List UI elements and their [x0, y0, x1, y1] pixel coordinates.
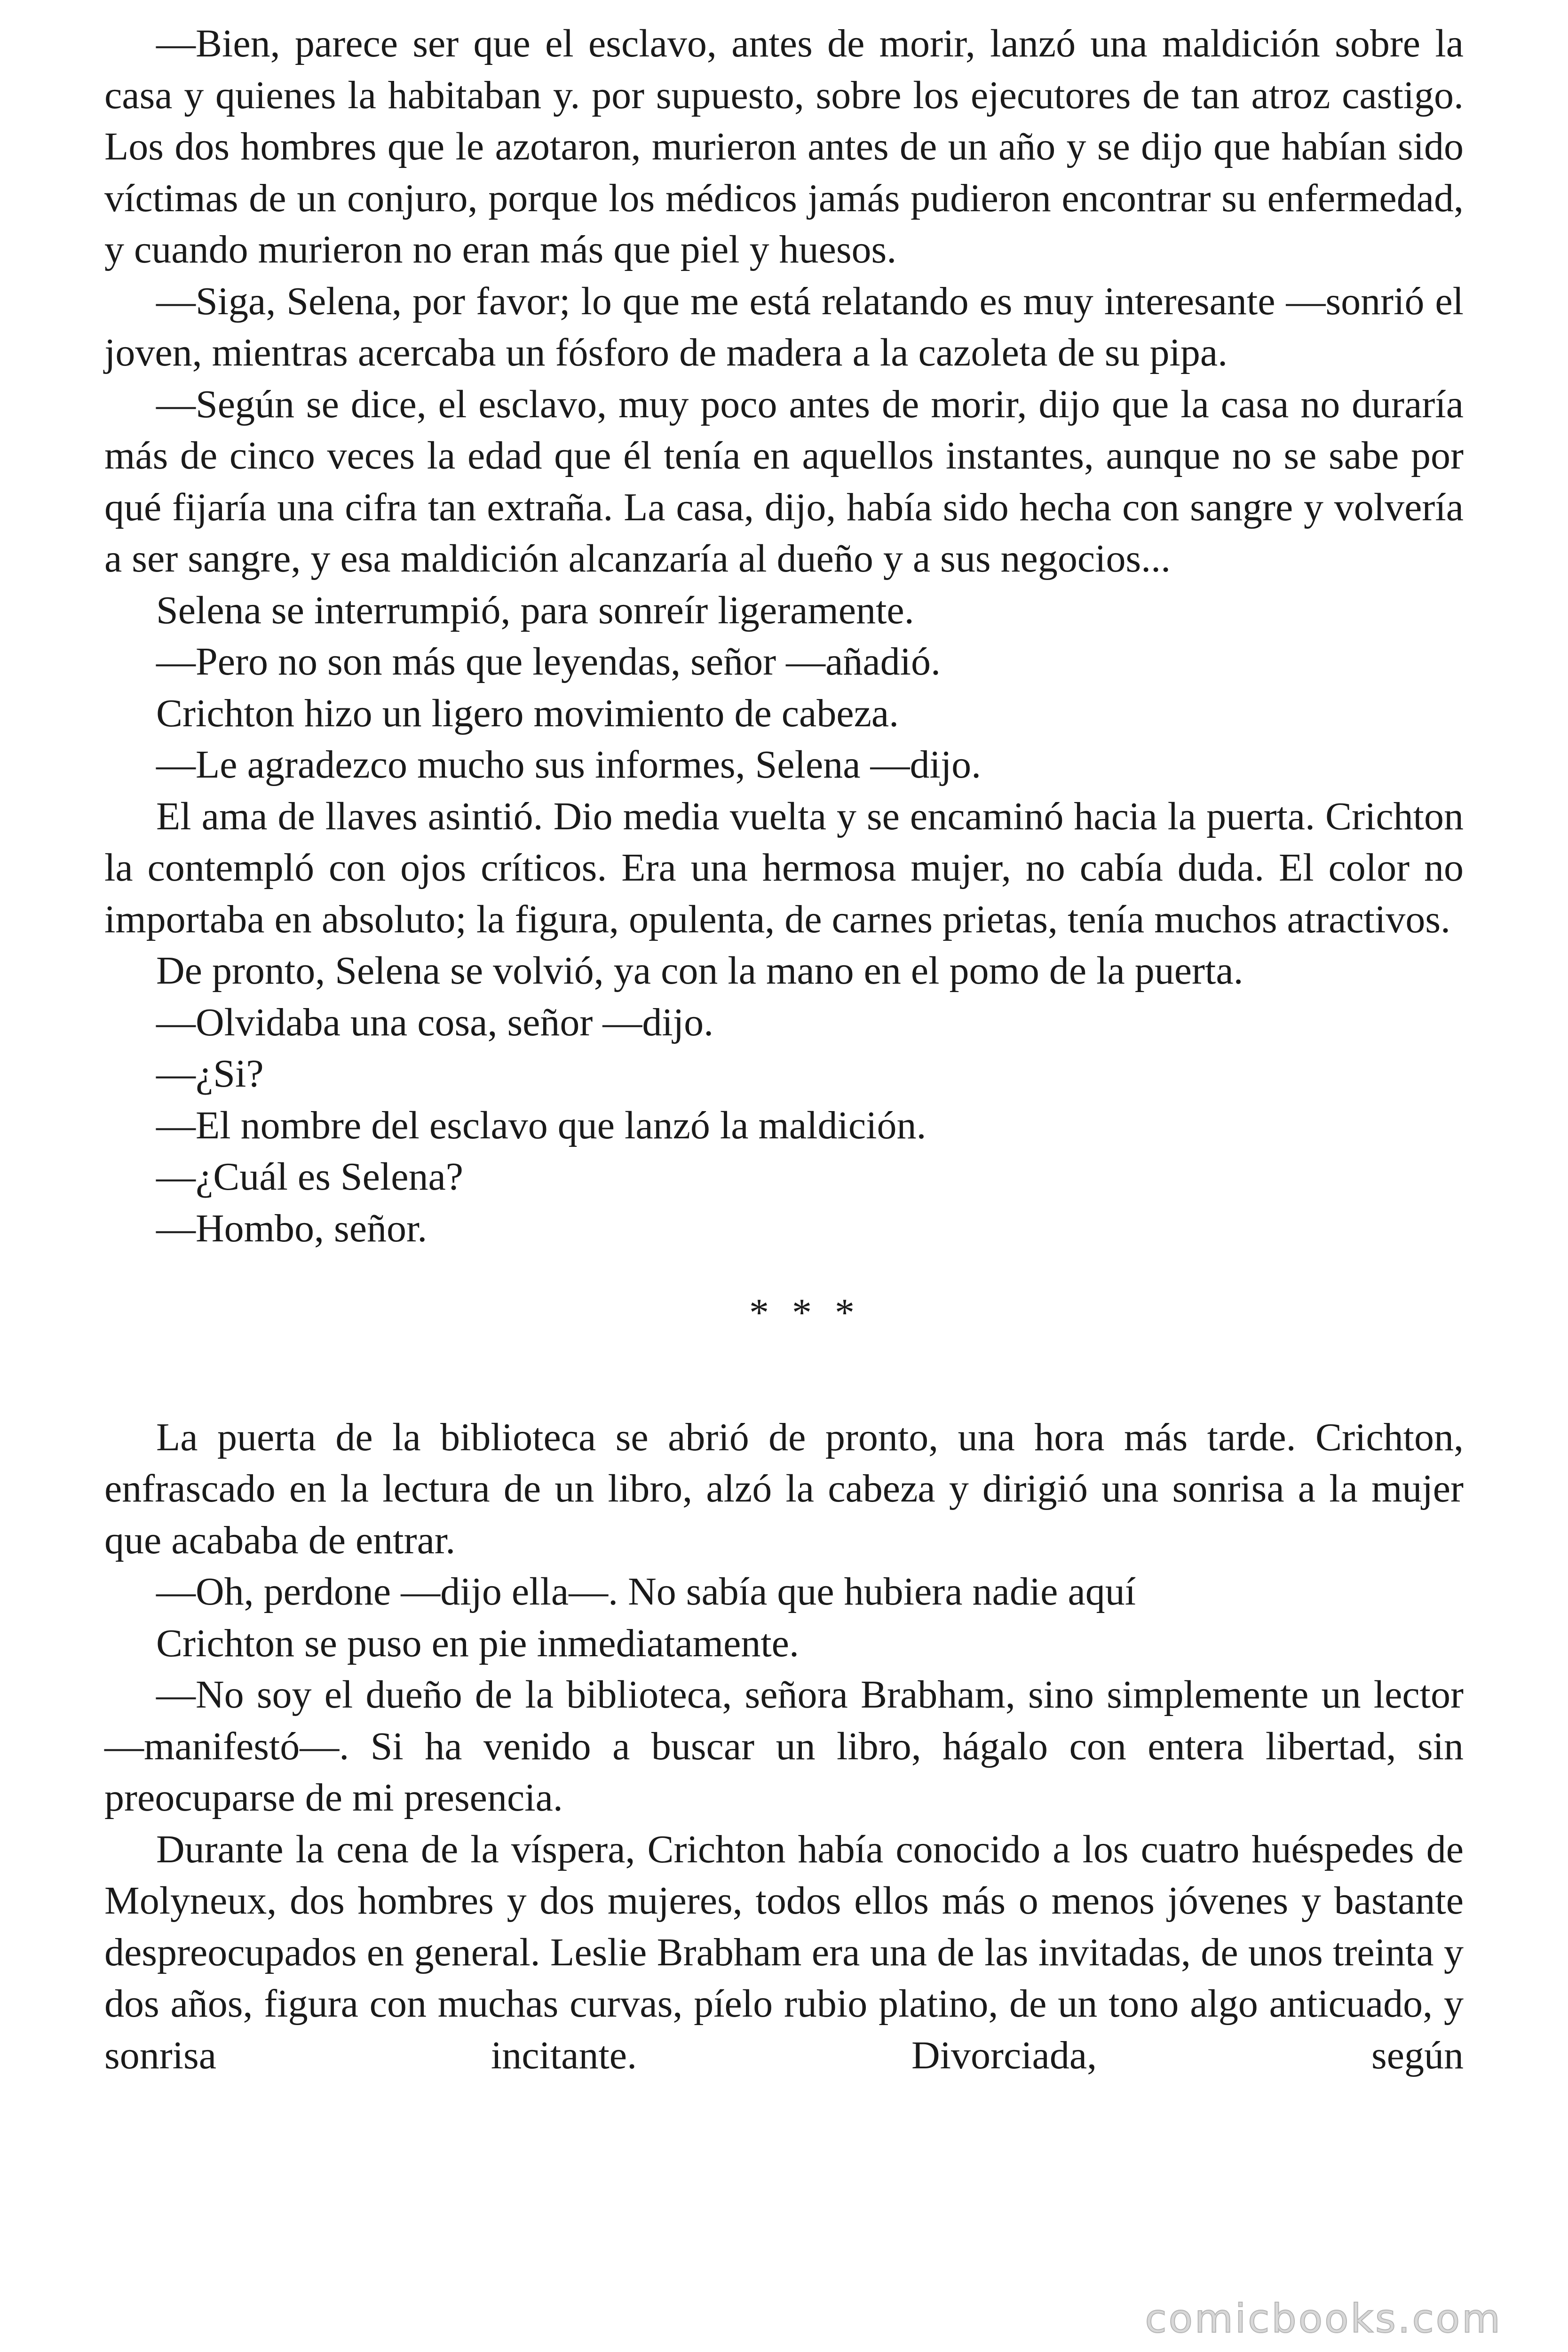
paragraph: —Bien, parece ser que el esclavo, antes de morir, lanzó una maldición sobre la casa y quienes la habitaban y. por supuesto, sobre los ejecutores de tan atroz castigo. Los dos hombres que le azotaron, murieron antes de un año y se dijo que habían sido víctimas de un conjuro, porque los médicos jamás pudieron encontrar su enfermedad, y cuando murieron no eran más que piel y huesos. — [104, 22, 1464, 271]
paragraph: —Oh, perdone —dijo ella—. No sabía que hubiera nadie aquí — [156, 1570, 1136, 1613]
paragraph: —Pero no son más que leyendas, señor —añadió. — [156, 640, 941, 683]
section-separator: * * * — [749, 1291, 861, 1335]
paragraph: Crichton hizo un ligero movimiento de cabeza. — [156, 691, 899, 735]
paragraph: —Le agradezco mucho sus informes, Selena —dijo. — [156, 743, 982, 787]
paragraph: —¿Cuál es Selena? — [156, 1155, 464, 1199]
paragraph: —Olvidaba una cosa, señor —dijo. — [156, 1000, 714, 1044]
paragraph: Crichton se puso en pie inmediatamente. — [156, 1621, 799, 1665]
book-page — [104, 18, 1464, 2081]
paragraph: Selena se interrumpió, para sonreír ligeramente. — [156, 588, 914, 632]
paragraph: —¿Si? — [156, 1052, 264, 1096]
paragraph: Durante la cena de la víspera, Crichton había conocido a los cuatro huéspedes de Molyneux, dos hombres y dos mujeres, todos ellos más o menos jóvenes y bastante despreocupados en general. Leslie Brabham era una de las invitadas, de unos treinta y dos años, figura con muchas curvas, píelo rubio platino, de un tono algo anticuado, y sonrisa incitante. Divorciada, según — [104, 1827, 1464, 2077]
paragraph: —El nombre del esclavo que lanzó la maldición. — [156, 1103, 927, 1147]
paragraph: —Según se dice, el esclavo, muy poco antes de morir, dijo que la casa no duraría más de cinco veces la edad que él tenía en aquellos instantes, aunque no se sabe por qué fijaría una cifra tan extraña. La casa, dijo, había sido hecha con sangre y volvería a ser sangre, y esa maldición alcanzaría al dueño y a sus negocios... — [104, 382, 1464, 580]
paragraph: El ama de llaves asintió. Dio media vuelta y se encaminó hacia la puerta. Crichton la contempló con ojos críticos. Era una hermosa mujer, no cabía duda. El color no importaba en absoluto; la figura, opulenta, de carnes prietas, tenía muchos atractivos. — [104, 794, 1464, 941]
paragraph: La puerta de la biblioteca se abrió de pronto, una hora más tarde. Crichton, enfrascado en la lectura de un libro, alzó la cabeza y dirigió una sonrisa a la mujer que acababa de entrar. — [104, 1415, 1464, 1562]
paragraph: De pronto, Selena se volvió, ya con la mano en el pomo de la puerta. — [156, 949, 1243, 993]
paragraph: —Hombo, señor. — [156, 1206, 428, 1250]
paragraph: —No soy el dueño de la biblioteca, señora Brabham, sino simplemente un lector —manifestó—. Si ha venido a buscar un libro, hágalo con entera libertad, sin preocuparse de mi presencia. — [104, 1673, 1464, 1820]
paragraph: —Siga, Selena, por favor; lo que me está relatando es muy interesante —sonrió el joven, mientras acercaba un fósforo de madera a la cazoleta de su pipa. — [104, 279, 1464, 374]
watermark: comicbooks.com — [1145, 2296, 1502, 2342]
